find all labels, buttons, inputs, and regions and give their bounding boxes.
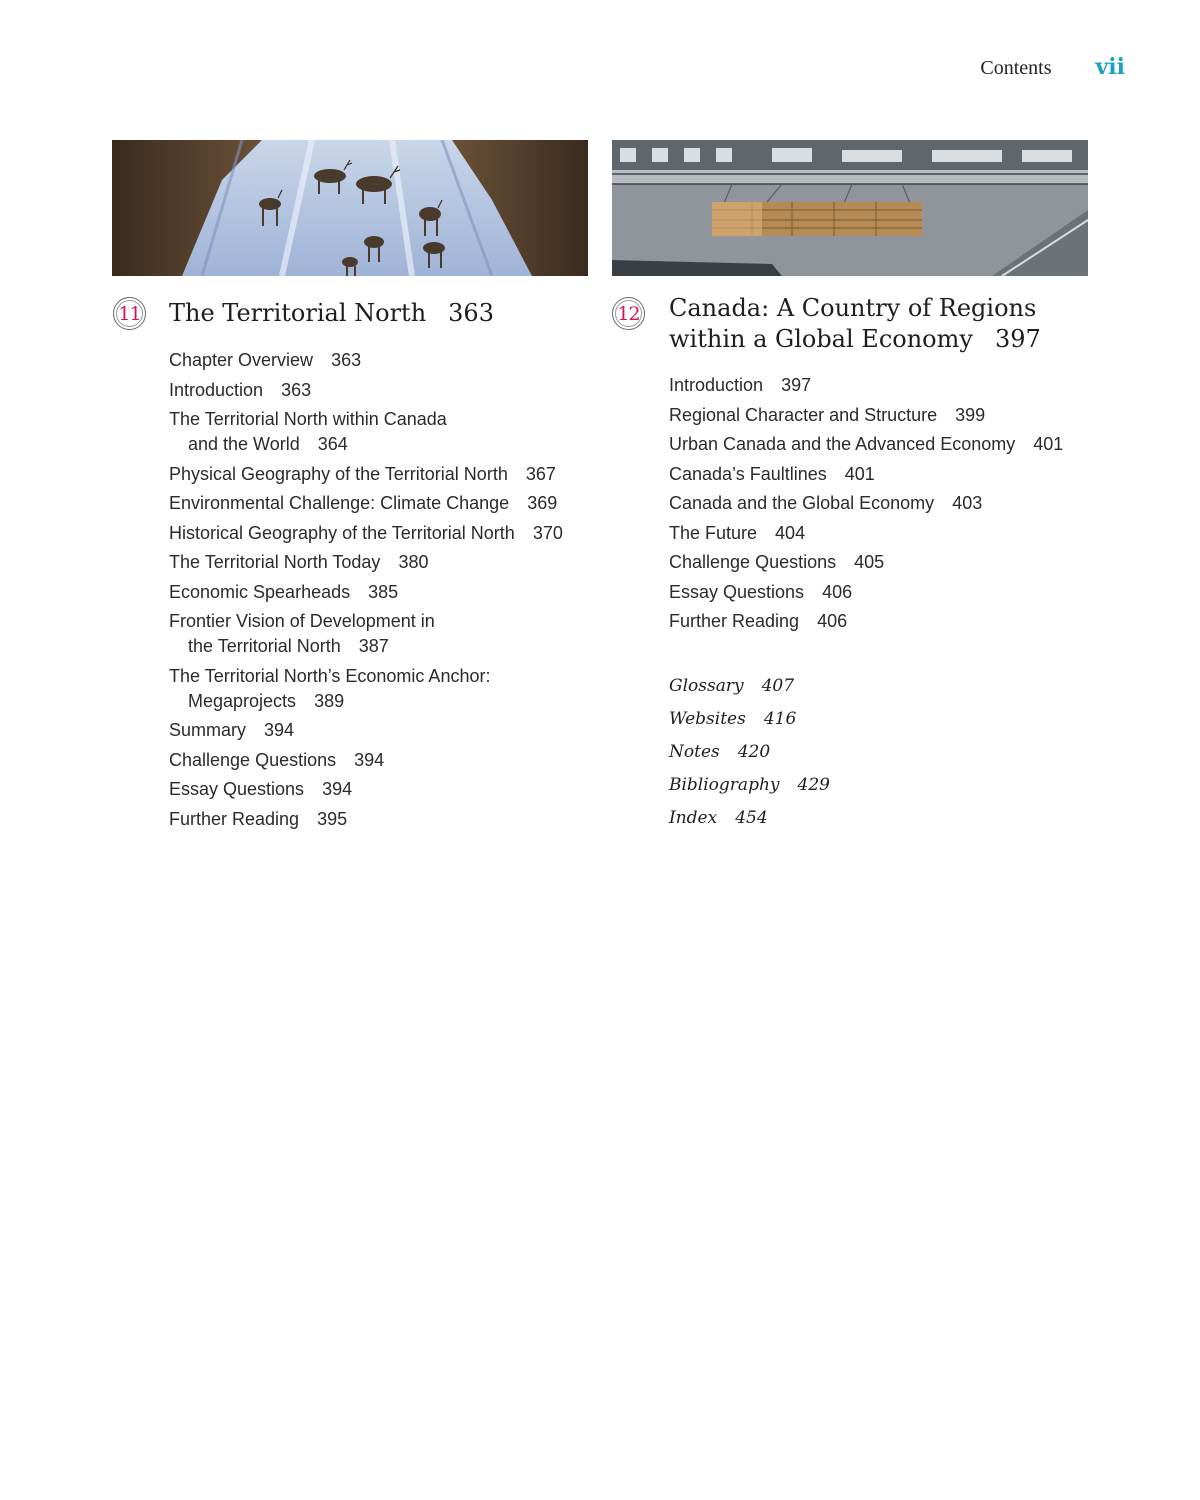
back-matter-page: 420 [737, 742, 771, 762]
toc-entry-label: Environmental Challenge: Climate Change [169, 493, 510, 513]
toc-entry[interactable] [669, 432, 1099, 457]
toc-entry-label: The Territorial North within Canada [169, 409, 447, 429]
toc-entry[interactable] [669, 580, 1099, 605]
toc-entry[interactable] [169, 521, 589, 546]
toc-entry-page: 403 [952, 493, 983, 513]
back-matter-label: Glossary [669, 676, 744, 696]
back-matter-index[interactable] [669, 806, 830, 831]
chapter-title-line-1: Canada: A Country of Regions [669, 294, 1037, 322]
toc-entry-page: 394 [354, 749, 385, 770]
back-matter-notes[interactable] [669, 740, 830, 765]
toc-entry-label: Historical Geography of the Territorial North [169, 522, 515, 543]
toc-entry-page: 401 [1033, 434, 1064, 454]
toc-entry-label: Urban Canada and the Advanced Economy [669, 434, 1016, 454]
toc-entry-page: 394 [322, 779, 353, 799]
toc-entry[interactable] [169, 378, 589, 403]
toc-entry-label: Challenge Questions [669, 552, 837, 572]
toc-entry-label: Frontier Vision of Development in [169, 611, 435, 631]
chapter-11-title[interactable] [169, 298, 494, 329]
toc-entry[interactable] [169, 407, 589, 457]
toc-entry-page: 404 [775, 522, 806, 543]
chapter-11-number-badge [113, 297, 146, 330]
toc-entry[interactable] [169, 348, 589, 373]
toc-entry-page: 406 [822, 581, 853, 602]
toc-entry-label: Introduction [669, 375, 764, 395]
toc-entry-label: The Territorial North’s Economic Anchor: [169, 665, 491, 686]
toc-entry[interactable] [169, 491, 589, 516]
toc-entry-label: Introduction [169, 379, 264, 400]
toc-entry-label: Summary [169, 720, 247, 740]
chapter-number: 12 [617, 302, 640, 325]
back-matter-page: 407 [761, 676, 795, 696]
back-matter-page: 416 [763, 709, 797, 729]
toc-entry-label: The Territorial North Today [169, 552, 381, 572]
toc-entry[interactable] [169, 777, 589, 802]
back-matter-page: 429 [797, 775, 830, 795]
toc-entry[interactable] [169, 580, 589, 605]
toc-entry[interactable] [169, 609, 589, 659]
toc-entry-page: 397 [781, 375, 812, 395]
back-matter-label: Websites [669, 709, 746, 729]
toc-entry-label: Chapter Overview [169, 350, 314, 370]
toc-entry-page: 369 [527, 493, 558, 513]
toc-entry-page: 363 [281, 379, 312, 400]
toc-entry[interactable] [169, 807, 589, 832]
toc-entry-label-continued: Megaprojects [188, 690, 297, 711]
chapter-11-photo [112, 140, 588, 276]
toc-entry-label-continued: the Territorial North [188, 636, 341, 656]
back-matter-label: Index [669, 808, 718, 828]
toc-entry[interactable] [669, 491, 1099, 516]
toc-entry-page: 387 [358, 636, 389, 656]
toc-entry-label: Essay Questions [669, 581, 805, 602]
toc-entry-label-continued: and the World [188, 434, 300, 454]
toc-entry-label: Challenge Questions [169, 749, 337, 770]
toc-entry-page: 406 [817, 611, 848, 631]
toc-entry[interactable] [169, 748, 589, 773]
toc-entry-page: 399 [955, 404, 986, 425]
back-matter-glossary[interactable] [669, 674, 830, 699]
toc-entry[interactable] [169, 664, 589, 714]
back-matter-label: Notes [669, 742, 720, 762]
toc-entry-page: 380 [398, 552, 429, 572]
back-matter-websites[interactable] [669, 707, 830, 732]
toc-entry-page: 364 [317, 434, 348, 454]
back-matter-bibliography[interactable] [669, 773, 830, 798]
toc-entry-page: 405 [854, 552, 885, 572]
toc-entry-label: Further Reading [169, 808, 300, 829]
toc-entry[interactable] [169, 462, 589, 487]
toc-entry-page: 395 [317, 808, 348, 829]
toc-entry[interactable] [669, 373, 1099, 398]
toc-entry-label: The Future [669, 522, 758, 543]
chapter-12-photo [612, 140, 1088, 276]
running-head-section: Contents [980, 57, 1052, 79]
toc-entry[interactable] [169, 550, 589, 575]
toc-entry-label: Further Reading [669, 611, 800, 631]
toc-entry-label: Essay Questions [169, 779, 305, 799]
toc-entry-page: 401 [844, 463, 875, 484]
page-number: vii [1095, 54, 1125, 80]
toc-entry[interactable] [669, 403, 1099, 428]
back-matter-label: Bibliography [669, 775, 780, 795]
toc-entry-page: 363 [331, 350, 362, 370]
chapter-title-line-2: within a Global Economy [669, 325, 973, 353]
toc-entry-page: 367 [525, 463, 556, 484]
toc-entry-page: 389 [314, 690, 345, 711]
toc-entry-page: 370 [532, 522, 563, 543]
chapter-11-toc [169, 348, 589, 836]
toc-entry[interactable] [669, 462, 1099, 487]
chapter-page: 363 [448, 299, 494, 327]
toc-entry-label: Canada and the Global Economy [669, 493, 935, 513]
toc-entry-label: Physical Geography of the Territorial North [169, 463, 508, 484]
back-matter-page: 454 [735, 808, 768, 828]
running-head [980, 54, 1125, 80]
chapter-title-text: The Territorial North [169, 299, 427, 327]
toc-entry-label: Regional Character and Structure [669, 404, 938, 425]
toc-entry[interactable] [669, 609, 1099, 634]
chapter-12-number-badge [612, 297, 645, 330]
toc-entry-page: 385 [368, 581, 399, 602]
toc-entry[interactable] [669, 550, 1099, 575]
toc-entry[interactable] [169, 718, 589, 743]
back-matter-list [669, 674, 830, 839]
chapter-number: 11 [118, 302, 141, 325]
toc-entry-label: Canada’s Faultlines [669, 463, 827, 484]
toc-entry-page: 394 [264, 720, 295, 740]
chapter-12-title[interactable] [669, 293, 1089, 355]
chapter-12-toc [669, 373, 1099, 639]
toc-entry[interactable] [669, 521, 1099, 546]
toc-entry-label: Economic Spearheads [169, 581, 351, 602]
chapter-page: 397 [994, 325, 1041, 353]
